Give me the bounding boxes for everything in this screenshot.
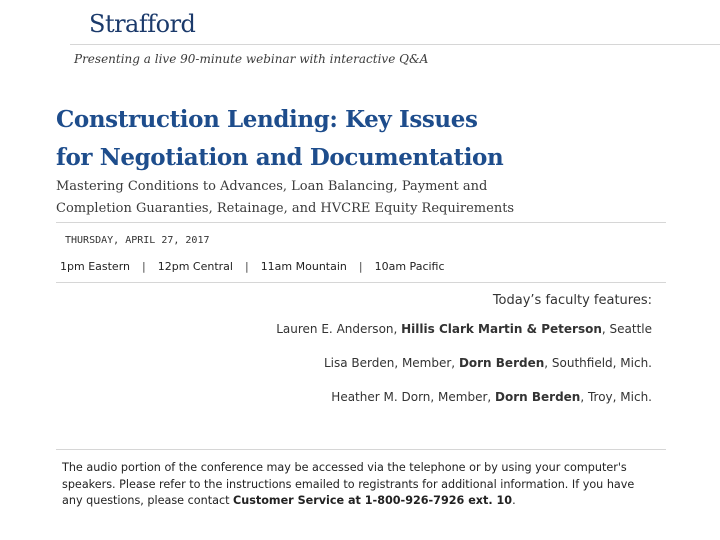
speaker-berden [324,356,652,370]
speaker-location: , Southfield, Mich. [544,356,652,370]
speaker-location: , Troy, Mich. [580,390,652,404]
time-central: 12pm Central [157,260,233,273]
faculty-heading: Today’s faculty features: [492,293,652,308]
webinar-subtitle-line2: Completion Guaranties, Retainage, and HVCRE Equity Requirements [56,201,515,216]
speaker-dorn [331,390,652,404]
times-divider [56,282,666,283]
speaker-name: Lisa Berden, Member, [323,356,459,370]
customer-service-contact: Customer Service at 1-800-926-7926 ext. 10 [233,494,513,507]
time-mountain: 11am Mountain [260,260,347,273]
speaker-firm: Dorn Berden [458,356,545,370]
speaker-firm: Dorn Berden [495,390,581,404]
time-separator: | [358,260,363,273]
time-separator: | [244,260,249,273]
audio-notice [62,460,652,510]
speaker-firm: Hillis Clark Martin & Peterson [401,322,602,336]
tagline: Presenting a live 90-minute webinar with interactive Q&A [74,52,429,66]
title-divider [56,222,666,223]
time-pacific: 10am Pacific [374,260,445,273]
webinar-subtitle-line1: Mastering Conditions to Advances, Loan Balancing, Payment and [56,179,488,194]
strafford-logo: Strafford [89,10,196,38]
webinar-title-line1: Construction Lending: Key Issues [56,106,478,133]
webinar-title-line2: for Negotiation and Documentation [56,144,504,171]
webinar-date: THURSDAY, APRIL 27, 2017 [65,235,210,246]
notice-divider [56,449,666,450]
time-separator: | [142,260,146,273]
notice-text: The audio portion of the conference may be accessed via the telephone or by using your computer's speakers. Please refer to the instructions emailed to registrants for additional information. If you have any questions, please contact [62,461,635,507]
speaker-name: Heather M. Dorn, Member, [331,390,496,404]
notice-end: . [512,494,516,507]
time-eastern: 1pm Eastern [60,260,130,273]
speaker-anderson [276,322,652,336]
time-zones [60,260,445,273]
speaker-name: Lauren E. Anderson, [276,322,402,336]
speaker-location: , Seattle [601,322,652,336]
header-divider [70,44,720,45]
